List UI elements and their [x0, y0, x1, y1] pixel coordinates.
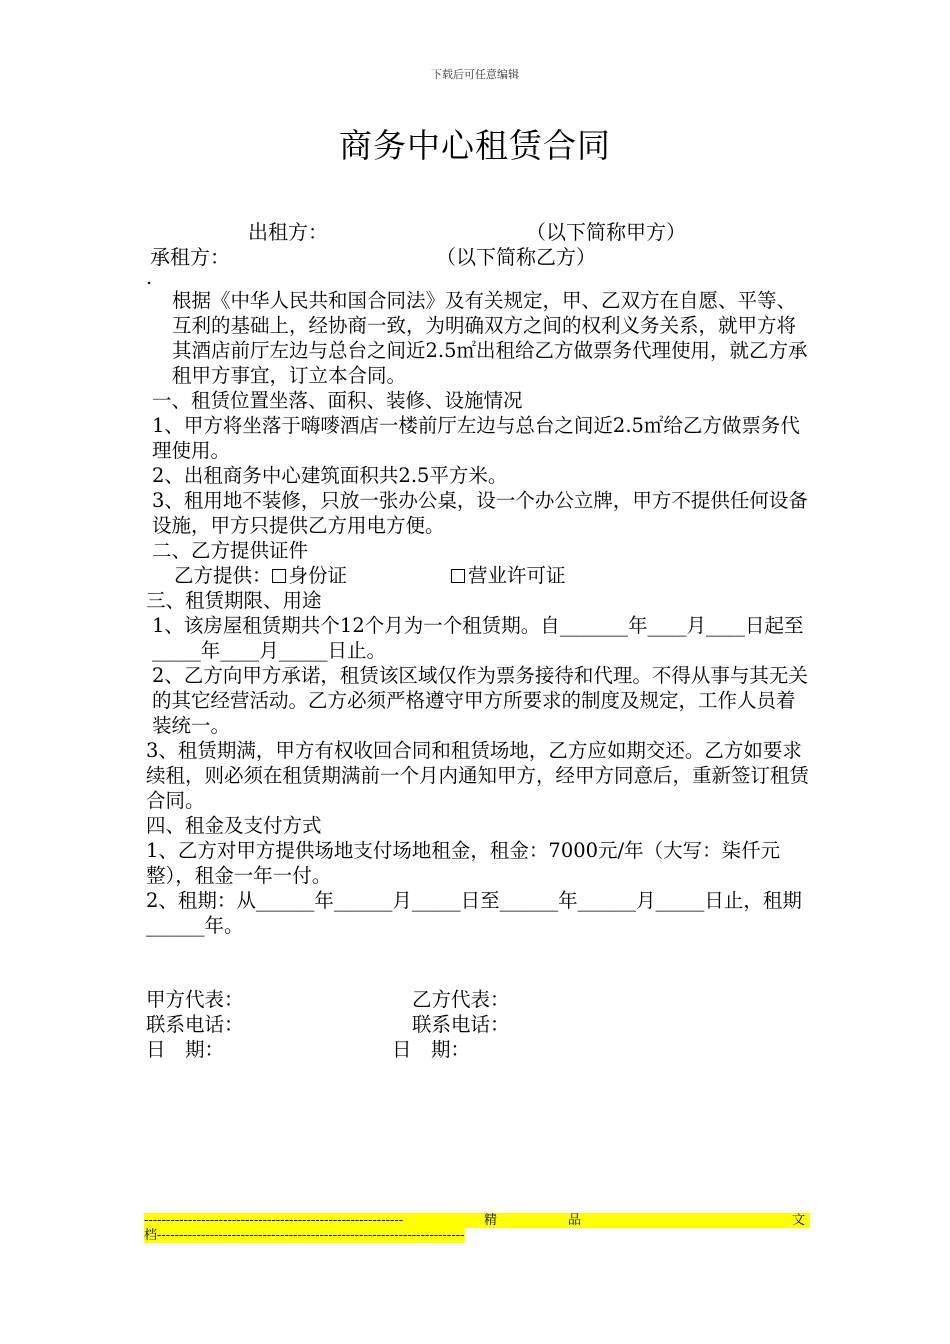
section-3-item-2: 2、乙方向甲方承诺，租赁该区域仅作为票务接待和代理。不得从事与其无关的其它经营活动。乙方必须严格遵守甲方所要求的制度及规定，工作人员着装统一。: [152, 664, 808, 737]
footer-dashes-2: ----------------------------------------------------------------------: [157, 1228, 465, 1243]
intro-paragraph: 根据《中华人民共和国合同法》及有关规定，甲、乙双方在自愿、平等、互利的基础上，经协商一致，为明确双方之间的权利义务关系，就甲方将其酒店前厅左边与总台之间近2.5㎡出租给乙方做票务代理使用，就乙方承租甲方事宜，订立本合同。: [172, 289, 808, 387]
lessor-note: （以下简称甲方）: [526, 220, 686, 244]
section-3-item-1: 1、该房屋租赁期共个12个月为一个租赁期。自_______年____月____日起至_____年____月_____日止。: [152, 614, 804, 662]
section-3-item-3: 3、租赁期满，甲方有权收回合同和租赁场地，乙方应如期交还。乙方如要求续租，则必须在租赁期满前一个月内通知甲方，经甲方同意后，重新签订租赁合同。: [146, 739, 810, 812]
lessee-note: （以下简称乙方）: [436, 245, 596, 269]
section-1-item-2: 2、出租商务中心建筑面积共2.5平方米。: [152, 464, 508, 487]
business-license-option: [451, 563, 566, 588]
lessor-label: 出租方：: [248, 220, 328, 244]
party-b-rep: 乙方代表：: [412, 988, 510, 1011]
footer-dashes-1: -----------------------------------------------------------: [144, 1213, 404, 1228]
section-1-item-3: 3、租用地不装修，只放一张办公桌，设一个办公立牌，甲方不提供任何设备设施，甲方只提供乙方用电方便。: [152, 489, 808, 537]
business-license-label: 营业许可证: [468, 564, 566, 587]
footer-word-4: 档: [144, 1228, 158, 1243]
party-b-date: 日 期：: [392, 1038, 471, 1061]
section-4-heading: 四、租金及支付方式: [146, 814, 322, 837]
party-a-rep: 甲方代表：: [146, 988, 244, 1011]
signature-block: [146, 987, 811, 1062]
dot-marker: .: [146, 266, 153, 289]
section-4-item-2: 2、租期：从______年______月_____日至______年______月_____日止，租期______年。: [146, 889, 802, 937]
footer-watermark: [144, 1213, 810, 1243]
party-b-phone: 联系电话：: [412, 1013, 510, 1036]
section-2-heading: 二、乙方提供证件: [152, 539, 309, 562]
footer-word-3: 文: [792, 1213, 806, 1228]
section-4-item-1: 1、乙方对甲方提供场地支付场地租金，租金：7000元/年（大写：柒仟元整），租金一年一付。: [146, 839, 781, 887]
documents-provide: [174, 563, 347, 588]
page-title: 商务中心租赁合同: [339, 126, 611, 165]
contract-body: [146, 268, 811, 938]
section-1-item-1: 1、甲方将坐落于嗨嘜酒店一楼前厅左边与总台之间近2.5㎡给乙方做票务代理使用。: [152, 414, 800, 462]
section-3-heading: 三、租赁期限、用途: [146, 589, 322, 612]
lessee-label: 承租方：: [150, 245, 230, 269]
footer-line-1: [144, 1213, 810, 1228]
id-card-checkbox[interactable]: [272, 569, 286, 583]
footer-line-2: [144, 1228, 465, 1243]
header-note: 下载后可任意编辑: [431, 68, 519, 81]
id-card-label: 身份证: [288, 564, 348, 587]
documents-provide-label: 乙方提供：: [174, 564, 272, 587]
party-a-date: 日 期：: [146, 1038, 225, 1061]
business-license-checkbox[interactable]: [451, 569, 465, 583]
section-1-heading: 一、租赁位置坐落、面积、装修、设施情况: [152, 389, 523, 412]
documents-row: [146, 563, 811, 588]
party-a-phone: 联系电话：: [146, 1013, 244, 1036]
footer-word-2: 品: [568, 1213, 582, 1228]
footer-word-1: 精: [484, 1213, 498, 1228]
